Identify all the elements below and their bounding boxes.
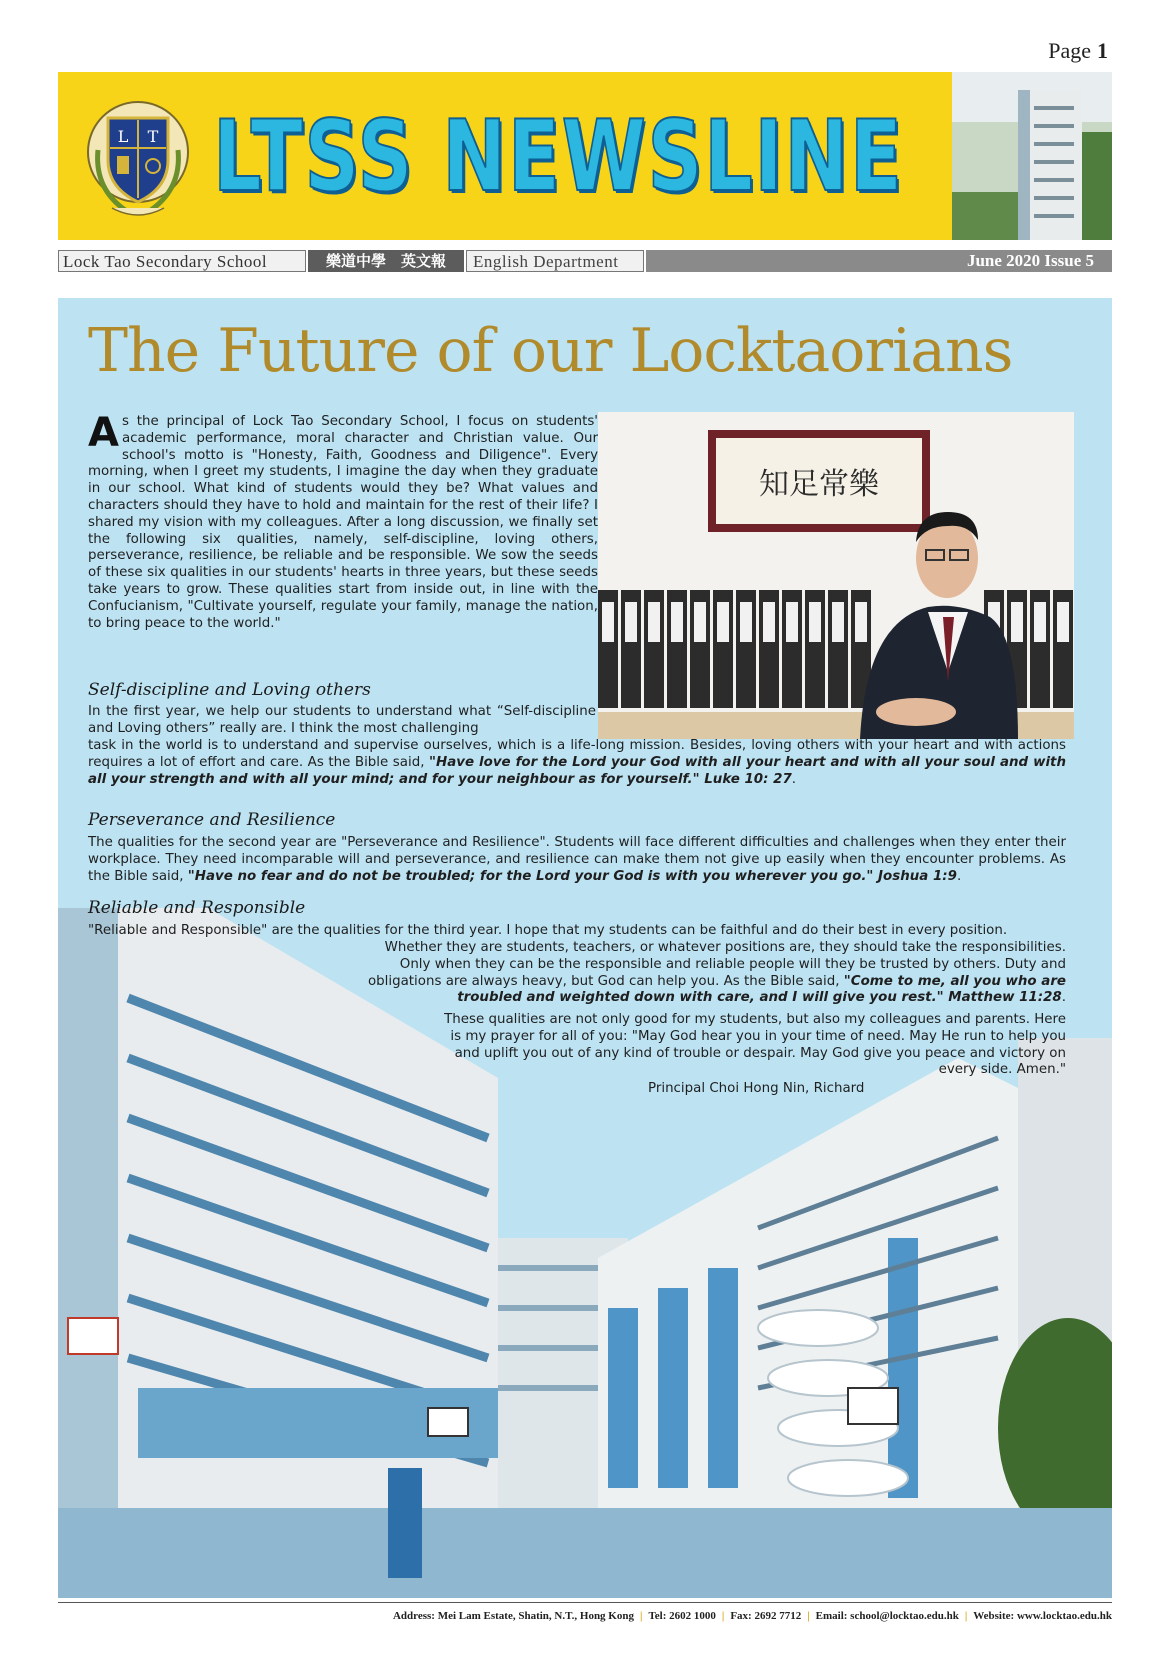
section3-body: Whether they are students, teachers, or whatever positions are, they should take the responsibilities. Only when they can be the responsible and reliable people will they be trusted by others. Duty and obligations are always heavy, but God can help you. As the Bible said, (367, 940, 1066, 989)
issue-date: June 2020 Issue 5 (966, 251, 1094, 270)
section1-bible-quote: "Have love for the Lord your God with all your heart and with all your soul and with all your strength and with all your mind; and for your neighbour as for yourself." Luke 10: 27 (88, 754, 1066, 787)
footer-divider (58, 1602, 1112, 1603)
page-number-value: 1 (1097, 38, 1108, 63)
section-heading-perseverance: Perseverance and Resilience (88, 810, 336, 830)
section1-text-b (88, 738, 1066, 788)
school-crest-logo (84, 90, 192, 224)
section1-text-a: In the first year, we help our students to understand what “Self-discipline and Loving others” really are. I think the most challenging (88, 704, 596, 736)
section-heading-reliable: Reliable and Responsible (88, 898, 306, 918)
footer-fax: Fax: 2692 7712 (730, 1610, 802, 1622)
article-headline: The Future of our Locktaorians (88, 316, 1013, 386)
drop-cap: A (88, 410, 119, 456)
page-number (1048, 38, 1108, 64)
section2-bible-quote: "Have no fear and do not be troubled; for the Lord your God is with you wherever you go." Joshua 1:9 (187, 868, 957, 884)
section3-bible-quote: "Come to me, all you who are troubled and weighted down with care, and I will give you rest." Matthew 11:28 (457, 973, 1066, 1006)
principal-photo (598, 412, 1074, 739)
footer-email[interactable]: Email: school@locktao.edu.hk (815, 1610, 959, 1622)
section1-body: task in the world is to understand and supervise ourselves, which is a life-long mission. Besides, loving others with your heart and with actions requires a lot of effort and care. As the Bible said, (88, 738, 1066, 770)
section-heading-self-discipline: Self-discipline and Loving others (88, 680, 371, 700)
intro-paragraph (88, 410, 598, 632)
crest-letter-l: L (117, 127, 129, 146)
footer-address: Address: Mei Lam Estate, Shatin, N.T., Hong Kong (392, 1610, 634, 1622)
section1-end: . (791, 771, 797, 787)
masthead (58, 72, 1112, 240)
closing-paragraph: These qualities are not only good for my students, but also my colleagues and parents. Here is my prayer for all of you: "May God hear you in your time of need. May He run to help you and uplift you out of any kind of trouble or despair. May God give you peace and victory on every side. Amen." (444, 1012, 1066, 1078)
footer-website[interactable]: Website: www.locktao.edu.hk (973, 1610, 1112, 1622)
newsletter-title: LTSS NEWSLINE (213, 100, 904, 214)
school-building-photo (952, 72, 1112, 240)
calligraphy-text: 知足常樂 (759, 467, 879, 502)
section3-text-a: "Reliable and Responsible" are the qualities for the third year. I hope that my students can be faithful and do their best in every position. (88, 923, 1008, 938)
school-name: Lock Tao Secondary School (58, 250, 306, 272)
crest-letter-t: T (147, 127, 159, 146)
section3-text-b (358, 940, 1066, 1007)
page-label: Page (1048, 38, 1091, 63)
article-panel (58, 298, 1112, 1598)
department-name: English Department (466, 250, 644, 272)
section2-body: The qualities for the second year are "Perseverance and Resilience". Students will face different difficulties and challenges when they enter their workplace. They need incomparable will and perseverance, and resilience can make them not give up easily when they encounter problems. As the Bible said, (88, 835, 1066, 884)
intro-text: s the principal of Lock Tao Secondary School, I focus on students' academic performance, moral character and Christian value. Our school's motto is "Honesty, Faith, Goodness and Diligence". Every morning, when I greet my students, I imagine the day when they graduate in our school. What kind of students would they be? What values and characters should they have to hold and maintain for the rest of their life? I shared my vision with my colleagues. After a long discussion, we finally set the following six qualities, namely, self-discipline, loving others, perseverance, resilience, be reliable and be responsible. We sow the seeds of these six qualities in our students' hearts in three years, but these seeds take years to grow. These qualities start from inside out, in line with the Confucianism, "Cultivate yourself, regulate your family, manage the nation, to bring peace to the world." (88, 414, 598, 631)
section3-end: . (1061, 990, 1066, 1006)
section2-text (88, 835, 1066, 885)
signature: Principal Choi Hong Nin, Richard (648, 1081, 865, 1096)
section2-end: . (956, 868, 962, 884)
footer-tel: Tel: 2602 1000 (648, 1610, 716, 1622)
footer: Address: Mei Lam Estate, Shatin, N.T., Hong Kong | Tel: 2602 1000 | Fax: 2692 7712 | Email: school@locktao.edu.hk | Website: www.locktao.edu.hk (392, 1610, 1112, 1622)
chinese-title: 樂道中學 英文報 (308, 250, 464, 272)
info-bar (58, 250, 1112, 272)
